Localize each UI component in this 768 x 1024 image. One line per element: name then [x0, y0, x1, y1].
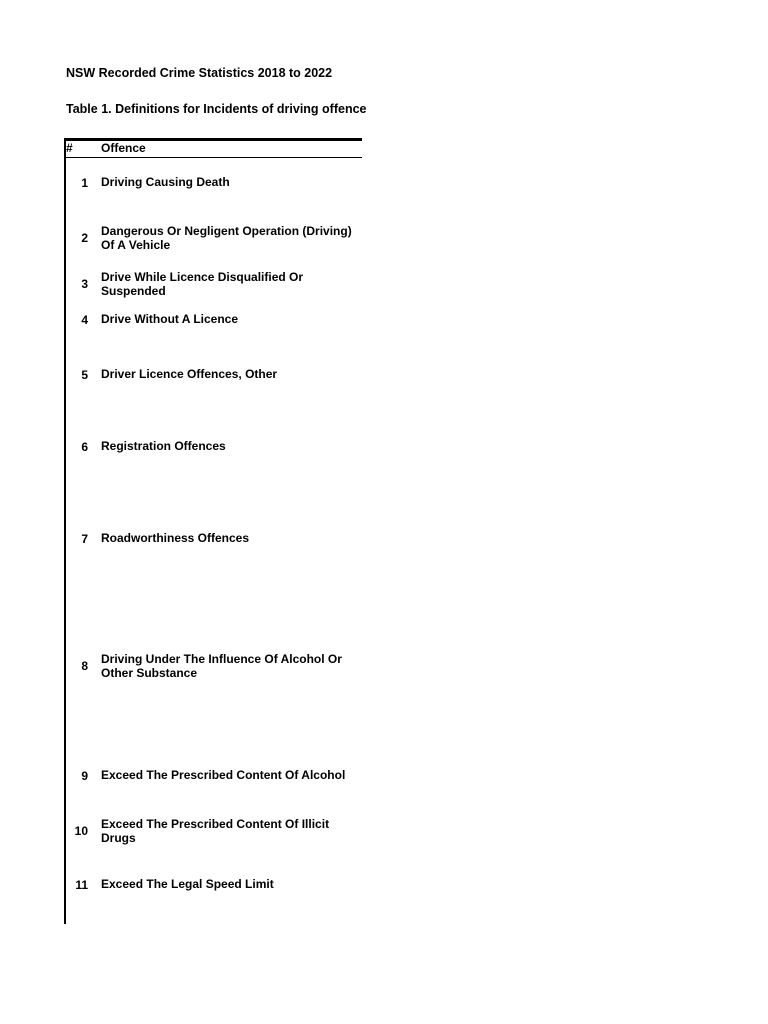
row-offence: Roadworthiness Offences [101, 531, 250, 545]
row-number: 6 [81, 440, 88, 454]
row-offence: Drive While Licence Disqualified Or Suspended [101, 270, 304, 298]
row-number: 10 [74, 824, 88, 838]
row-offence: Dangerous Or Negligent Operation (Driving) Of A Vehicle [101, 224, 352, 252]
row-number: 7 [81, 532, 88, 546]
row-number: 11 [75, 878, 88, 892]
column-header-offence: Offence [101, 141, 146, 155]
row-offence: Exceed The Prescribed Content Of Illicit Drugs [101, 817, 330, 845]
table-header-rule [64, 157, 362, 158]
row-number: 8 [81, 659, 88, 673]
row-offence: Drive Without A Licence [101, 312, 239, 326]
document-title: NSW Recorded Crime Statistics 2018 to 2022 [66, 66, 333, 80]
column-header-number: # [66, 141, 73, 155]
row-offence: Driver Licence Offences, Other [101, 367, 278, 381]
row-offence: Exceed The Prescribed Content Of Alcohol [101, 768, 346, 782]
row-number: 5 [81, 368, 88, 382]
row-offence: Driving Under The Influence Of Alcohol Or Other Substance [101, 652, 342, 680]
row-number: 4 [81, 313, 88, 327]
row-number: 3 [81, 277, 88, 291]
row-number: 9 [81, 769, 88, 783]
row-offence: Exceed The Legal Speed Limit [101, 877, 274, 891]
table-left-rule [64, 138, 66, 924]
row-number: 1 [81, 176, 88, 190]
row-number: 2 [81, 231, 88, 245]
row-offence: Registration Offences [101, 439, 226, 453]
table-caption: Table 1. Definitions for Incidents of driving offence [66, 102, 367, 116]
row-offence: Driving Causing Death [101, 175, 230, 189]
